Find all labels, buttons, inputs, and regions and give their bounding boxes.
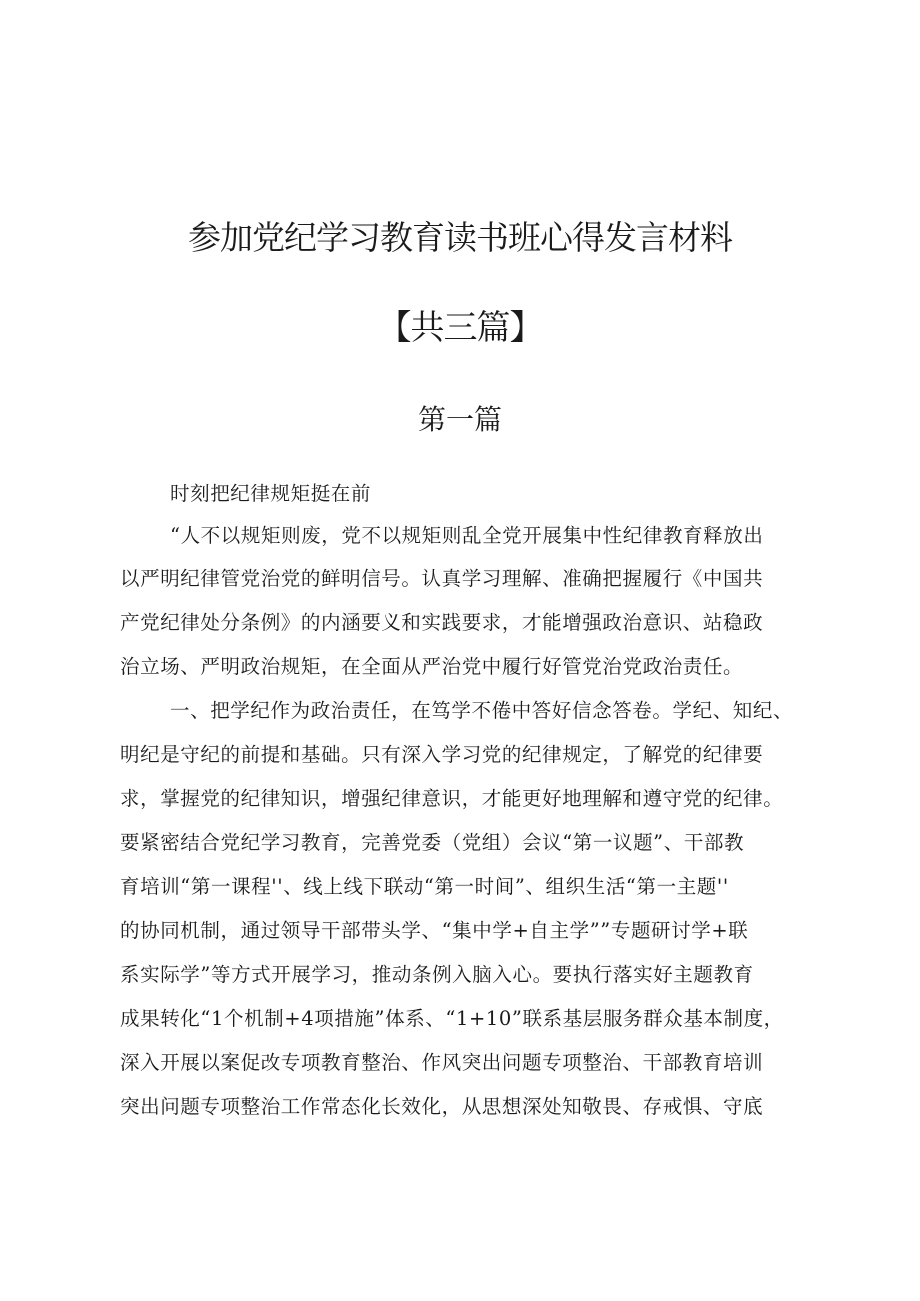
body-line: 明纪是守纪的前提和基础。只有深入学习党的纪律规定，了解党的纪律要 (120, 743, 764, 766)
article-title: 时刻把纪律规矩挺在前 (170, 482, 372, 505)
body-line: 突出问题专项整治工作常态化长效化，从思想深处知敬畏、存戒惧、守底 (120, 1095, 764, 1118)
body-line: 成果转化“1个机制+4项措施”体系、“1+10”联系基层服务群众基本制度， (120, 1007, 784, 1030)
body-line: 的协同机制，通过领导干部带头学、“集中学+自主学””专题研讨学+联 (120, 919, 749, 942)
document-title: 参加党纪学习教育读书班心得发言材料 (188, 218, 732, 257)
document-subtitle: 【共三篇】 (377, 308, 543, 348)
body-line: 要紧密结合党纪学习教育，完善党委（党组）会议“第一议题”、干部教 (120, 831, 745, 854)
body-line: “人不以规矩则废，党不以规矩则乱全党开展集中性纪律教育释放出 (170, 524, 764, 547)
body-line: 系实际学”等方式开展学习，推动条例入脑入心。要执行落实好主题教育 (120, 963, 754, 986)
section-heading: 第一篇 (417, 403, 502, 436)
body-line: 一、把学纪作为政治责任，在笃学不倦中答好信念答卷。学纪、知纪、 (170, 699, 794, 722)
body-line: 育培训“第一课程''、线上线下联动“第一时间”、组织生活“第一主题'' (120, 875, 729, 898)
body-line: 治立场、严明政治规矩，在全面从严治党中履行好管党治党政治责任。 (120, 655, 744, 678)
body-line: 产党纪律处分条例》的内涵要义和实践要求，才能增强政治意识、站稳政 (120, 611, 764, 634)
body-line: 求，掌握党的纪律知识，增强纪律意识，才能更好地理解和遵守党的纪律。 (120, 787, 784, 810)
body-line: 深入开展以案促改专项教育整治、作风突出问题专项整治、干部教育培训 (120, 1051, 764, 1074)
body-line: 以严明纪律管党治党的鲜明信号。认真学习理解、准确把握履行《中国共 (120, 567, 764, 590)
